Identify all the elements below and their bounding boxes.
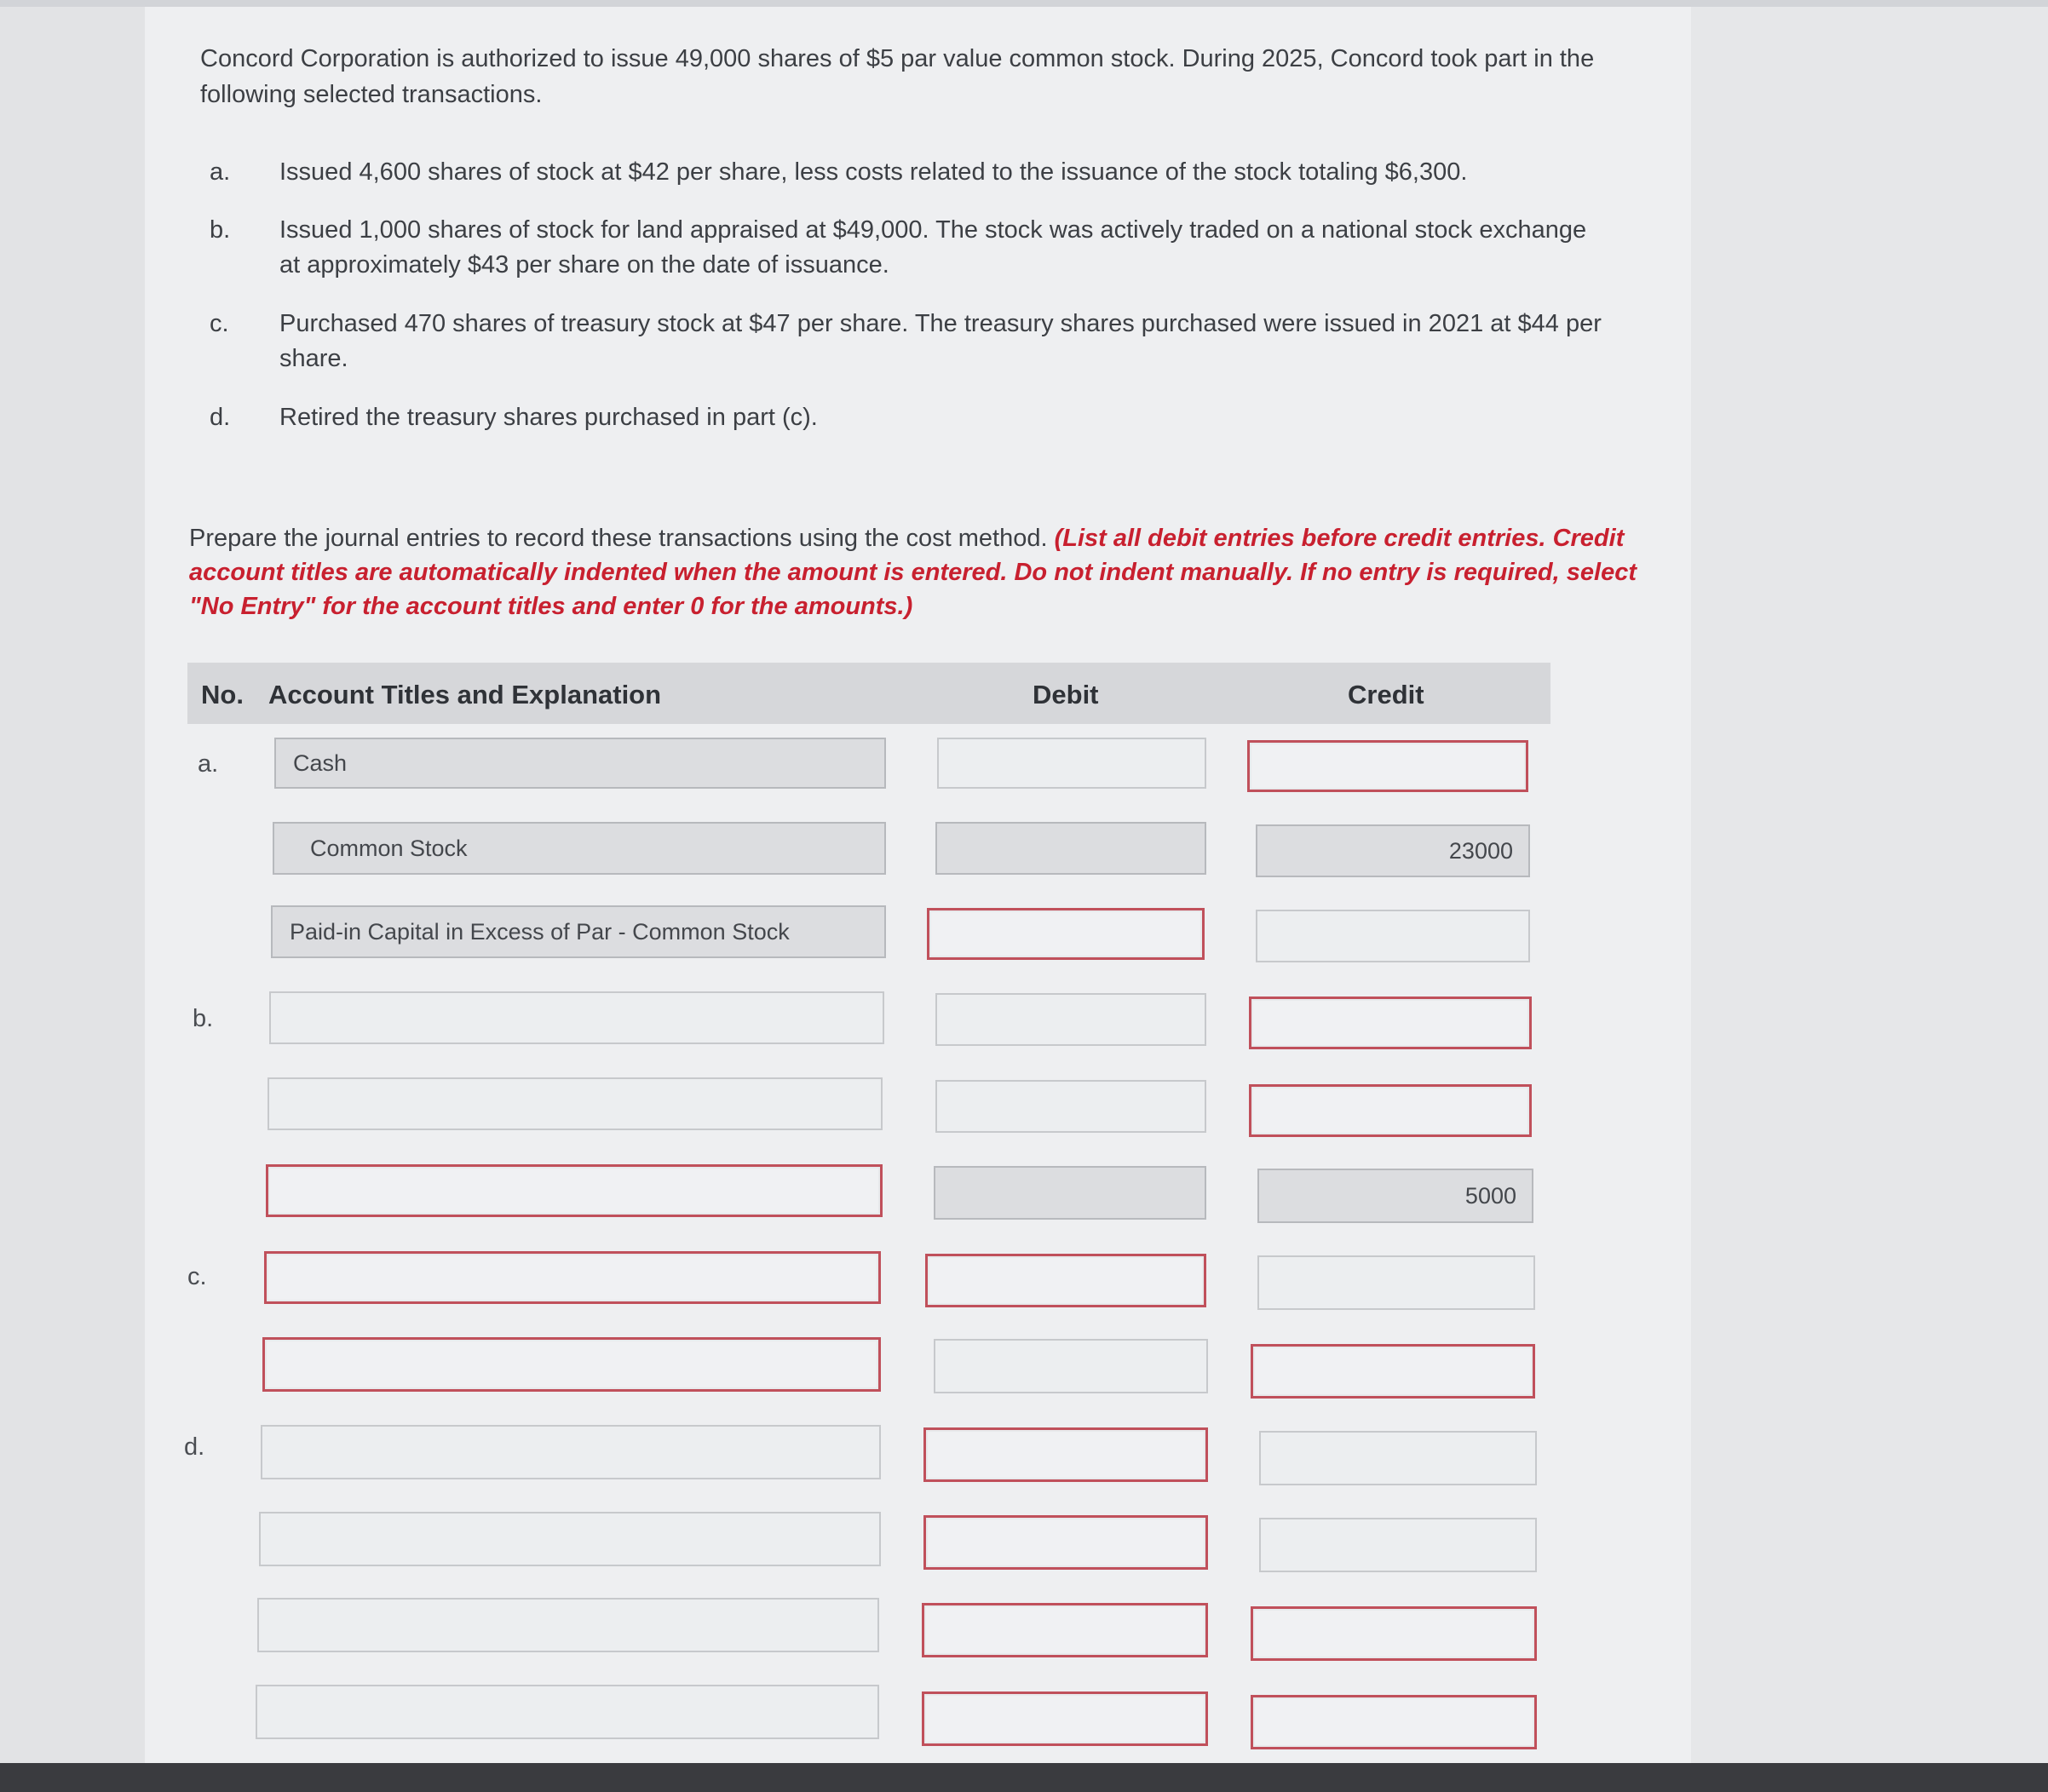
debit-input-d4[interactable] xyxy=(922,1691,1208,1746)
credit-input-a3[interactable] xyxy=(1256,910,1530,962)
transaction-letter: c. xyxy=(210,310,229,337)
credit-input-d3[interactable] xyxy=(1251,1606,1537,1661)
transaction-text: Retired the treasury shares purchased in part (c). xyxy=(279,404,818,431)
credit-input-b1[interactable] xyxy=(1249,997,1532,1049)
top-edge xyxy=(0,0,2048,7)
account-title-input-c1[interactable] xyxy=(264,1251,881,1304)
right-margin xyxy=(1691,7,2048,1763)
debit-input-a3[interactable] xyxy=(927,908,1205,960)
instruction-warning: (List all debit entries before credit entries. Credit account titles are automatically indented when the amount is entered. Do not indent manually. If no entry is required, select "No Entry" for the account titles and enter 0 for the amounts.) xyxy=(189,525,1637,620)
debit-input-a2[interactable] xyxy=(935,822,1206,875)
transaction-letter: d. xyxy=(210,404,231,431)
account-title-input-d1[interactable] xyxy=(261,1425,881,1479)
account-title-input-d4[interactable] xyxy=(256,1685,879,1739)
transaction-text: Purchased 470 shares of treasury stock at $47 per share. The treasury shares purchased were issued in 2021 at $44 per share. xyxy=(279,310,1602,372)
entry-label-d: d. xyxy=(184,1433,205,1461)
transaction-text: Issued 4,600 shares of stock at $42 per share, less costs related to the issuance of the stock totaling $6,300. xyxy=(279,158,1468,186)
account-title-input-d3[interactable] xyxy=(257,1598,879,1652)
transaction-letter: a. xyxy=(210,158,231,186)
header-credit: Credit xyxy=(1348,680,1424,709)
credit-input-c1[interactable] xyxy=(1257,1255,1535,1310)
credit-input-a2[interactable]: 23000 xyxy=(1256,824,1530,877)
debit-input-a1[interactable] xyxy=(937,738,1206,789)
account-title-input-a1[interactable]: Cash xyxy=(274,738,886,789)
debit-input-b3[interactable] xyxy=(934,1166,1206,1220)
account-title-input-d2[interactable] xyxy=(259,1512,881,1566)
credit-input-b2[interactable] xyxy=(1249,1084,1532,1137)
transaction-text: Issued 1,000 shares of stock for land appraised at $49,000. The stock was actively traded on a national stock exchange at approximately $43 per share on the date of issuance. xyxy=(279,216,1587,279)
entry-label-b: b. xyxy=(193,1005,214,1032)
entry-label-a: a. xyxy=(198,750,219,778)
problem-intro: Concord Corporation is authorized to issue 49,000 shares of $5 par value common stock. During 2025, Concord took part in the following selected transactions. xyxy=(200,45,1595,108)
account-title-input-a2[interactable]: Common Stock xyxy=(273,822,886,875)
debit-input-d2[interactable] xyxy=(923,1515,1208,1570)
account-title-input-a3[interactable]: Paid-in Capital in Excess of Par - Common Stock xyxy=(271,905,886,958)
credit-input-d2[interactable] xyxy=(1259,1518,1537,1572)
entry-label-c: c. xyxy=(187,1263,207,1290)
account-title-input-b2[interactable] xyxy=(268,1077,883,1130)
credit-input-a1[interactable] xyxy=(1247,740,1528,792)
header-account-titles: Account Titles and Explanation xyxy=(268,680,662,709)
header-debit: Debit xyxy=(1033,680,1099,709)
transaction-letter: b. xyxy=(210,216,231,244)
debit-input-c1[interactable] xyxy=(925,1254,1206,1307)
debit-input-c2[interactable] xyxy=(934,1339,1208,1393)
credit-input-d1[interactable] xyxy=(1259,1431,1537,1485)
bottom-bar xyxy=(0,1763,2048,1792)
instructions xyxy=(189,521,1654,623)
debit-input-d3[interactable] xyxy=(922,1603,1208,1657)
header-no: No. xyxy=(201,680,244,709)
credit-input-b3[interactable]: 5000 xyxy=(1257,1169,1533,1223)
instruction-text: Prepare the journal entries to record these transactions using the cost method. xyxy=(189,525,1055,552)
debit-input-d1[interactable] xyxy=(923,1427,1208,1482)
account-title-input-b1[interactable] xyxy=(269,991,884,1044)
account-title-input-b3[interactable] xyxy=(266,1164,883,1217)
debit-input-b1[interactable] xyxy=(935,993,1206,1046)
credit-input-d4[interactable] xyxy=(1251,1695,1537,1749)
journal-table-header xyxy=(187,663,1550,724)
debit-input-b2[interactable] xyxy=(935,1080,1206,1133)
credit-input-c2[interactable] xyxy=(1251,1344,1535,1399)
account-title-input-c2[interactable] xyxy=(262,1337,881,1392)
